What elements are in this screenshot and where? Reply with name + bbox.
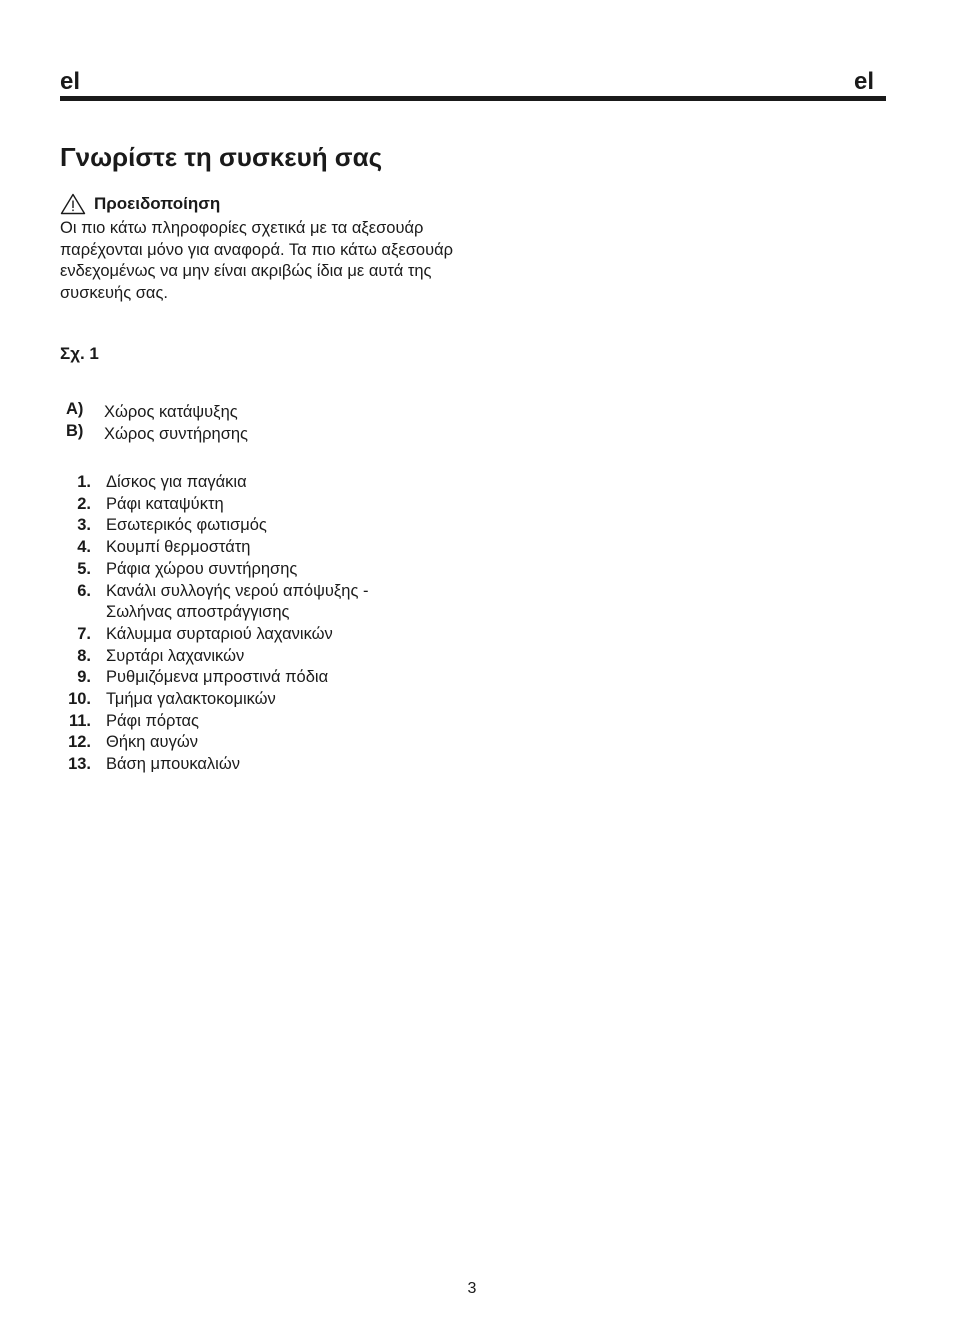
list-item — [60, 581, 416, 624]
part-label: Ράφι πόρτας — [106, 711, 199, 730]
warning-heading-text: Προειδοποίηση — [94, 194, 221, 213]
list-item — [60, 494, 416, 516]
part-number: 13. — [68, 755, 91, 774]
part-number: 7. — [77, 624, 91, 643]
part-label: Ράφι καταψύκτη — [106, 494, 224, 513]
page-title: Γνωρίστε τη συσκευή σας — [60, 142, 383, 172]
part-label: Κουμπί θερμοστάτη — [106, 538, 251, 557]
zone-letter: B) — [66, 422, 84, 440]
list-item — [60, 423, 248, 445]
part-number: 6. — [77, 581, 91, 600]
part-label: Τμήμα γαλακτοκομικών — [106, 690, 276, 709]
part-number: 8. — [77, 646, 91, 665]
warning-triangle-icon — [60, 193, 86, 215]
warning-heading — [60, 192, 220, 216]
zone-label: Χώρος κατάψυξης — [104, 403, 238, 421]
list-item — [60, 689, 416, 711]
part-label: Κάλυμμα συρταριού λαχανικών — [106, 624, 333, 643]
part-label: Ράφια χώρου συντήρησης — [106, 559, 298, 578]
list-item — [60, 646, 416, 668]
part-number: 5. — [77, 559, 91, 578]
part-label: Θήκη αυγών — [106, 733, 198, 752]
part-label: Εσωτερικός φωτισμός — [106, 516, 267, 535]
zone-label: Χώρος συντήρησης — [104, 425, 249, 443]
list-item — [60, 559, 416, 581]
part-label: Βάση μπουκαλιών — [106, 755, 240, 774]
warning-text: Οι πιο κάτω πληροφορίες σχετικά με τα αξεσουάρ παρέχονται μόνο για αναφορά. Τα πιο κάτω αξεσουάρ ενδεχομένως να μην είναι ακριβώς ίδια με αυτά της συσκευής σας. — [60, 219, 454, 303]
list-item — [60, 667, 416, 689]
part-number: 2. — [77, 494, 91, 513]
zone-letter: A) — [66, 400, 84, 418]
part-label: Συρτάρι λαχανικών — [106, 646, 245, 665]
list-item — [60, 754, 416, 776]
part-label: Κανάλι συλλογής νερού απόψυξης - Σωλήνας αποστράγγισης — [106, 581, 369, 622]
header-divider — [60, 96, 886, 101]
language-code-left: el — [60, 68, 81, 95]
list-item — [60, 624, 416, 646]
list-item — [60, 515, 416, 537]
part-label: Δίσκος για παγάκια — [106, 473, 247, 491]
list-item — [60, 732, 416, 754]
part-number: 10. — [68, 690, 91, 709]
zones-list — [60, 401, 248, 445]
list-item — [60, 537, 416, 559]
list-item — [60, 711, 416, 733]
page-number: 3 — [467, 1280, 477, 1297]
part-number: 4. — [77, 538, 91, 557]
part-number: 11. — [68, 711, 91, 730]
part-number: 9. — [77, 668, 91, 687]
list-item — [60, 472, 416, 494]
part-number: 1. — [77, 473, 91, 491]
part-number: 12. — [68, 733, 91, 752]
language-code-right: el — [853, 68, 874, 95]
parts-list — [60, 472, 416, 776]
part-label: Ρυθμιζόμενα μπροστινά πόδια — [106, 668, 329, 687]
figure-label: Σχ. 1 — [60, 344, 99, 363]
part-number: 3. — [77, 516, 91, 535]
